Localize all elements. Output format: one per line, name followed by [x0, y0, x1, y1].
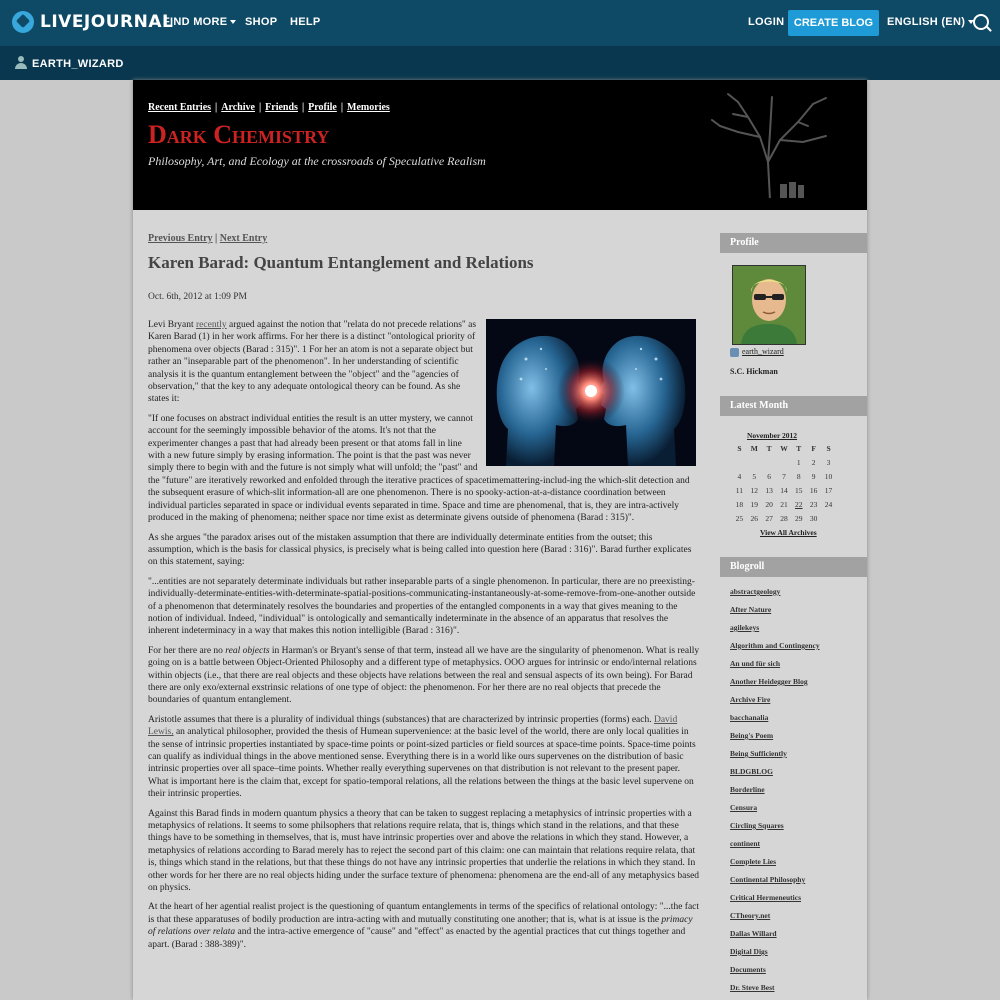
calendar	[732, 441, 836, 525]
weekday: T	[766, 443, 772, 453]
username-link[interactable]: EARTH_WIZARD	[32, 58, 124, 70]
entry-image-quantum-heads	[486, 319, 696, 466]
entry-date: Oct. 6th, 2012 at 1:09 PM	[148, 292, 247, 302]
entry-paragraph	[148, 714, 700, 801]
calendar-day: 28	[780, 513, 788, 523]
entry-paragraph: Against this Barad finds in modern quantum physics a theory that can be taken to suggest replacing a metaphysics of intrinsic properties with a metaphysics of relations. It seems to some philsophers that relations require relata, that is, things which stand in the relations, and that these things have to be something in themselves, that is, must have intrinsic properties over and above the relations in which they stand. However, a metaphysics of relations according to Barad merely has to reject the second part of this claim: one can maintain that relations require relata, that is, things which stand in the relations, but that these things do not have any intrinsic properties that underlie the relations in which they stand. In other words for her there are no real objects hiding under the surface texture of phenomena: phenomena are the end-all of any metaphysics based on physics.	[148, 808, 700, 894]
journal-header	[133, 80, 867, 210]
profile-username: earth_wizard	[742, 347, 784, 356]
profile-heading: Profile	[720, 233, 867, 253]
calendar-weekdays	[732, 441, 836, 455]
weekday: W	[780, 443, 788, 453]
calendar-day: 9	[811, 471, 816, 481]
calendar-day: 8	[796, 471, 801, 481]
journal-subtitle: Philosophy, Art, and Ecology at the crossroads of Speculative Realism	[148, 154, 486, 168]
calendar-day: 15	[795, 485, 803, 495]
p5-emphasis: real objects	[225, 645, 270, 656]
view-all-archives-link[interactable]: View All Archives	[760, 528, 817, 537]
weekday: M	[750, 443, 758, 453]
nav-archive[interactable]: Archive	[221, 102, 255, 113]
blogroll-link[interactable]: Circling Squares	[730, 821, 784, 830]
blogroll-link[interactable]: Being's Poem	[730, 731, 774, 740]
blogroll-link[interactable]: Algorithm and Contingency	[730, 641, 820, 650]
calendar-day: 26	[750, 513, 759, 523]
blogroll-link[interactable]: Censura	[730, 803, 758, 812]
user-avatar[interactable]	[732, 265, 806, 345]
calendar-day: 27	[765, 513, 773, 523]
calendar-day: 19	[750, 499, 759, 509]
nav-find-more-label: FIND MORE	[163, 16, 228, 28]
calendar-week	[732, 469, 836, 483]
calendar-day	[777, 455, 792, 469]
p8-emphasis: primacy of relations over relata	[148, 914, 693, 938]
chevron-down-icon	[230, 20, 236, 24]
entry-quote-paragraph: "...entities are not separately determinate individuals but rather inseparable parts of a single phenomenon. In particular, there are no preexisting-individually-determinate-entities-with-determinate-spatial-positions-communicating-instantaneously-at-some-remove-from-one-another outside of a phenomenon that determinately resolves the boundaries and properties of the entangled components in a way that gives meaning to the notion of individual. Indeed, "individual" is ontologically and semantically indeterminate in the absence of an apparatus that resolves the inherent indeterminacy in a way that makes this notion intelligible (Barad : 316)".	[148, 576, 696, 637]
david-lewis-link[interactable]: David Lewis,	[148, 714, 678, 738]
blogroll-link[interactable]: Archive Fire	[730, 695, 771, 704]
blogroll-link[interactable]: continent	[730, 839, 760, 848]
calendar-day	[821, 511, 836, 525]
blogroll-link[interactable]: agilekeys	[730, 623, 760, 632]
nav-memories[interactable]: Memories	[347, 102, 390, 113]
weekday: T	[796, 443, 802, 453]
calendar-day: 20	[765, 499, 773, 509]
dead-tree-illustration	[708, 92, 838, 204]
blogroll-link[interactable]: Continental Philosophy	[730, 875, 806, 884]
blogroll-link[interactable]: Dr. Steve Best	[730, 983, 775, 992]
entry-body	[148, 319, 700, 958]
journal-title[interactable]: Dark Chemistry	[148, 120, 330, 149]
nav-recent-entries[interactable]: Recent Entries	[148, 102, 212, 113]
latest-month-heading: Latest Month	[720, 396, 867, 416]
logo-text: LIVEJOURNAL	[40, 12, 174, 32]
blogroll-link[interactable]: Being Sufficiently	[730, 749, 787, 758]
calendar-week	[732, 455, 836, 469]
profile-user-link[interactable]	[730, 347, 784, 357]
blogroll-link[interactable]: After Nature	[730, 605, 772, 614]
entry-paragraph	[148, 645, 700, 707]
livejournal-logo-icon	[12, 11, 34, 33]
p5-text-b: in Harman's or Bryant's sense of that term, instead all we have are the singularity of phenomenon. What is really going on is a battle between Object-Oriented Philosophy and a different type of metaphysics. OOO argues for intrinsic or endo/internal relations within objects (i.e., that there are real objects and these objects have relations between the real and sensual aspects of its own being). For Barad there are only exo/external exstrinsic relations of one type of object: the phenomenon. For her there are no real objects that precede the boundaries of quantum entanglement.	[148, 645, 700, 706]
header-torn-edge	[133, 198, 867, 210]
user-bar	[0, 46, 1000, 80]
livejournal-logo[interactable]	[12, 11, 173, 33]
calendar-day: 10	[824, 471, 833, 481]
nav-help[interactable]: HELP	[290, 16, 321, 28]
calendar-month-link[interactable]: November 2012	[747, 431, 798, 440]
calendar-day: 7	[782, 471, 786, 481]
language-label: ENGLISH (EN)	[887, 16, 966, 28]
nav-profile[interactable]: Profile	[308, 102, 337, 113]
user-icon	[15, 56, 27, 69]
calendar-day	[762, 455, 777, 469]
entry-navigation: Previous Entry | Next Entry	[148, 233, 268, 244]
profile-real-name: S.C. Hickman	[730, 367, 778, 376]
previous-entry-link[interactable]: Previous Entry	[148, 233, 213, 244]
entry-title: Karen Barad: Quantum Entanglement and Relations	[148, 253, 534, 272]
calendar-week	[732, 497, 836, 511]
language-selector[interactable]	[887, 16, 974, 28]
calendar-day: 14	[780, 485, 788, 495]
nav-friends[interactable]: Friends	[265, 102, 298, 113]
calendar-week	[732, 511, 836, 525]
entry-paragraph	[148, 901, 700, 951]
calendar-day: 16	[809, 485, 818, 495]
entry-paragraph: As she argues "the paradox arises out of the mistaken assumption that there are individually determinate entities from the outset; this assumption, which is the basis for classical physics, is precisely what is being called into question here (Barad : 316)". Barad further explicates on this statement, saying:	[148, 532, 692, 568]
calendar-day: 3	[826, 457, 831, 467]
calendar-day-link[interactable]: 22	[795, 499, 803, 509]
p6-text-a: Aristotle assumes that there is a plurality of individual things (substances) that are characterized by intrinsic properties (forms) each.	[148, 714, 654, 725]
blogroll-link[interactable]: Dallas Willard	[730, 929, 777, 938]
recently-link[interactable]: recently	[196, 320, 227, 330]
blogroll-link[interactable]: Digital Digs	[730, 947, 768, 956]
blogroll-link[interactable]: Borderline	[730, 785, 765, 794]
p1-text-a: Levi Bryant	[148, 320, 197, 330]
p6-text-b: an analytical philosopher, provided the thesis of Humean supervenience: at the basic level of the world, there are only local qualities in the sense of intrinsic properties instantiated by space-time points or point-sized particles or field sources at space-time points. Space-time points can qualify as individual things in the above mentioned sense. Everything there is in a world like ours supervenes on the distribution of basic intrinsic properties over all space–time points. Whether really everything supervenes on that distribution is not relevant to the present paper. What is important here is the claim that, except for spatio-temporal relations, all the relations between the things at the basic level supervene on their intrinsic properties.	[148, 727, 696, 800]
weekday: S	[826, 443, 831, 453]
calendar-day: 4	[737, 471, 742, 481]
calendar-day: 24	[824, 499, 833, 509]
journal-nav: Recent Entries | Archive | Friends | Profile | Memories	[148, 102, 390, 113]
calendar-day: 23	[809, 499, 818, 509]
nav-find-more[interactable]	[163, 16, 236, 28]
p8-text-b: and the intra-active emergence of "cause" and "effect" as enacted by the agential practices that cut things together and apart. (Barad : 388-389)".	[148, 927, 686, 950]
journal-page	[133, 80, 867, 1000]
next-entry-link[interactable]: Next Entry	[219, 233, 268, 244]
blogroll-link[interactable]: Critical Hermeneutics	[730, 893, 802, 902]
blogroll-link[interactable]: abstractgeology	[730, 587, 781, 596]
calendar-day: 29	[795, 513, 803, 523]
blogroll-link[interactable]: Documents	[730, 965, 766, 974]
calendar-day: 21	[780, 499, 788, 509]
p5-text-a: For her there are no	[148, 645, 226, 656]
nav-shop[interactable]: SHOP	[245, 16, 278, 28]
create-blog-button[interactable]: CREATE BLOG	[788, 10, 879, 36]
calendar-day: 25	[735, 513, 744, 523]
entry-column	[148, 233, 700, 950]
login-link[interactable]: LOGIN	[748, 16, 785, 28]
calendar-day: 11	[735, 485, 744, 495]
calendar-day: 13	[765, 485, 773, 495]
calendar-day: 5	[752, 471, 757, 481]
top-navbar	[0, 0, 1000, 46]
blogroll-link[interactable]: An und für sich	[730, 659, 781, 668]
p8-text-a: At the heart of her agential realist project is the questioning of quantum entanglements in terms of the specifics of relational ontology: "...the fact is that these apparatuses of bodily production are intra-acting with and mutually constituting one another; that is, what is at issue is the	[148, 902, 700, 925]
calendar-day: 30	[809, 513, 818, 523]
user-icon	[730, 348, 739, 357]
blogroll-link[interactable]: CTheory.net	[730, 911, 771, 920]
p1-text-b: argued against the notion that "relata do not precede relations" as Karen Barad (1) in her work affirms. For her there is a distinct "ontological priority of phenomena over objects (Barad : 315)". 1 For her an atom is not a separate object but rather an "inseparable part of the phenomenon". In her understanding of scientific analysis it is the quantum entanglement between the "object" and the "agencies of observation," that the key to any adequate ontological theory can be found. As she states it:	[148, 320, 477, 405]
calendar-day: 1	[796, 457, 801, 467]
calendar-day: 12	[750, 485, 759, 495]
calendar-day: 18	[735, 499, 744, 509]
calendar-day: 2	[811, 457, 816, 467]
blogroll-link[interactable]: BLDGBLOG	[730, 767, 773, 776]
calendar-day	[747, 455, 762, 469]
blogroll-link[interactable]: bacchanalia	[730, 713, 769, 722]
blogroll-heading: Blogroll	[720, 557, 867, 577]
calendar-day: 6	[767, 471, 771, 481]
search-icon[interactable]	[973, 14, 989, 30]
weekday: S	[737, 443, 742, 453]
blogroll-link[interactable]: Complete Lies	[730, 857, 777, 866]
calendar-day: 17	[824, 485, 833, 495]
calendar-week	[732, 483, 836, 497]
blogroll-link[interactable]: Another Heidegger Blog	[730, 677, 808, 686]
weekday: F	[811, 443, 816, 453]
entry-quote-paragraph: "If one focuses on abstract individual entities the result is an utter mystery, we cannot account for the seemingly impossible behavior of the atoms. It's not that the experimenter changes a past that had already been present or that atoms fall in line with a new future simply by erasing information. The point is that the past was never simply there to begin with and the future is not simply what will unfold; the "past" and the "future" are iteratively reworked and enfolded through the iterative practices of spacetimemattering-includ-ing the which-slit detection and the subsequent erasure of which-slit information-all are one phenomenon. There is no spooky-action-at-a-distance coordination between individual particles separated in space or individual events separated in time. Space and time are phenomenal, that is, they are intra-actively produced in the making of phenomena; neither space nor time exist as determinate givens outside of phenomena (Barad : 315)".	[148, 413, 690, 524]
calendar-day	[732, 455, 747, 469]
